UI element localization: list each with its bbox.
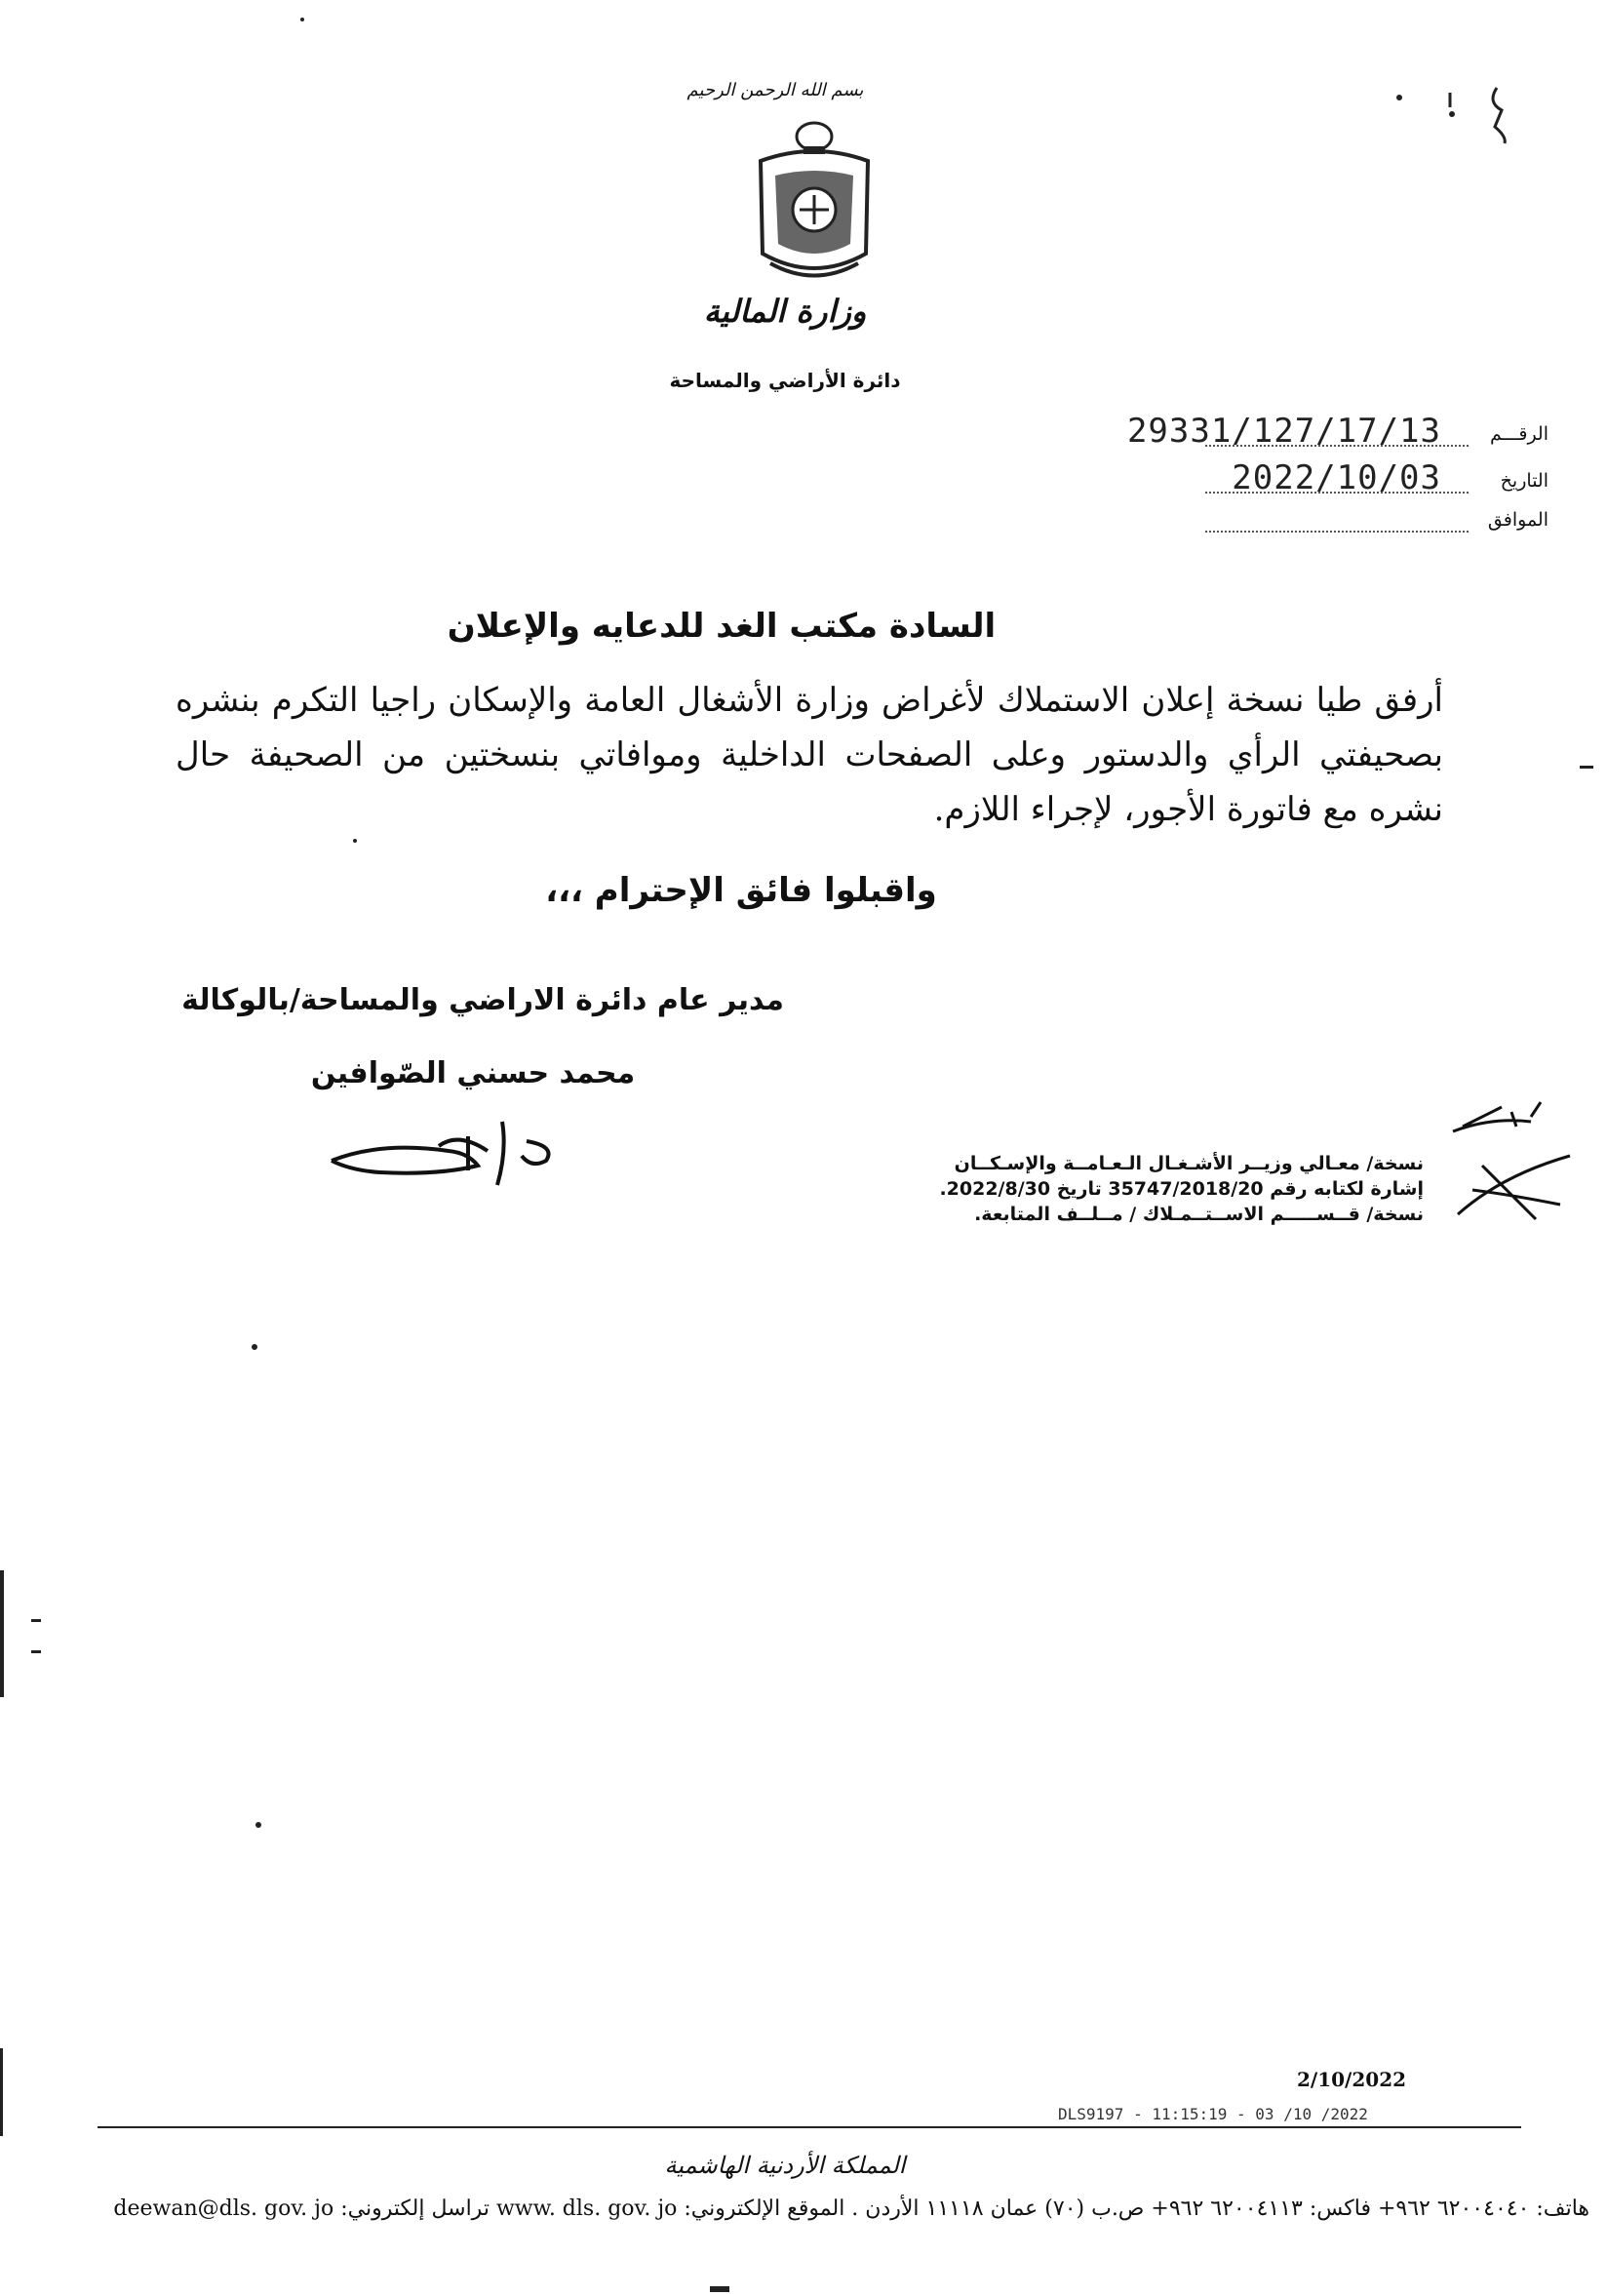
date-label: التاريخ: [1500, 470, 1548, 492]
contact-line: هاتف: ٦٢٠٠٤٠٤٠ ٩٦٢+ فاكس: ٦٢٠٠٤١١٣ ٩٦٢+ ص.ب (٧٠) عمان ١١١١٨ الأردن . الموقع الإلكتروني: www. dls. gov. jo تراسل إلكتروني: deewan@dls. gov. jo: [113, 2197, 1589, 2221]
handwritten-initials-icon: [1443, 1097, 1589, 1224]
corner-scribble-icon: [1390, 83, 1526, 151]
hijri-date-row: [1197, 497, 1548, 540]
scan-speck: [252, 1344, 257, 1350]
basmala: بسم الله الرحمن الرحيم: [686, 80, 864, 100]
jordan-coat-of-arms-icon: [741, 107, 887, 293]
reference-number-row: [1126, 412, 1548, 455]
department-name: دائرة الأراضي والمساحة: [669, 369, 901, 392]
scan-edge-mark: [0, 2048, 3, 2136]
reference-number-value: 29331/127/17/13: [1126, 412, 1441, 451]
hijri-date-label: الموافق: [1487, 509, 1548, 531]
scan-edge-mark: [710, 2286, 729, 2292]
date-value: 2022/10/03: [1232, 458, 1441, 497]
kingdom-name: المملكة الأردنية الهاشمية: [664, 2152, 906, 2179]
date-row: [1197, 458, 1548, 501]
scan-speck: [255, 1822, 261, 1828]
closing-salutation: واقبلوا فائق الإحترام ،،،: [545, 871, 937, 910]
signatory-name: محمد حسني الصّوافين: [310, 1056, 636, 1090]
scan-edge-mark: [1580, 766, 1593, 769]
copy-line-reference: إشارة لكتابه رقم 35747/2018/20 تاريخ 2022/8/30.: [939, 1178, 1424, 1200]
system-stamp: DLS9197 - 11:15:19 - 03 /10 /2022: [1058, 2105, 1368, 2123]
addressee: السادة مكتب الغد للدعايه والإعلان: [447, 607, 997, 646]
scan-speck: [353, 839, 357, 843]
signatory-title: مدير عام دائرة الاراضي والمساحة/بالوكالة: [181, 983, 784, 1017]
print-date: 2/10/2022: [1297, 2068, 1407, 2091]
footer-divider: [98, 2126, 1521, 2128]
reference-number-label: الرقـــم: [1490, 423, 1548, 445]
copy-line-minister: نسخة/ معـالي وزيــر الأشـغـال الـعـامــة والإسـكــان: [954, 1153, 1424, 1174]
handwritten-signature-icon: [322, 1112, 585, 1200]
scan-edge-mark: [0, 1570, 4, 1697]
letter-body: أرفق طيا نسخة إعلان الاستملاك لأغراض وزارة الأشغال العامة والإسكان راجيا التكرم بنشره بصحيفتي الرأي والدستور وعلى الصفحات الداخلية وموافاتي بنسختين من الصحيفة حال نشره مع فاتورة الأجور، لإجراء اللازم.: [176, 681, 1443, 829]
scan-edge-mark: [31, 1619, 41, 1622]
copies-block: [800, 1151, 1424, 1227]
copy-line-expropriation: نسخة/ قــســـــم الاســتــمـلاك / مــلــف المتابعة.: [974, 1204, 1424, 1225]
scan-edge-mark: [31, 1650, 41, 1653]
scan-speck: [300, 18, 304, 21]
ministry-name: وزارة المالية: [703, 293, 867, 330]
